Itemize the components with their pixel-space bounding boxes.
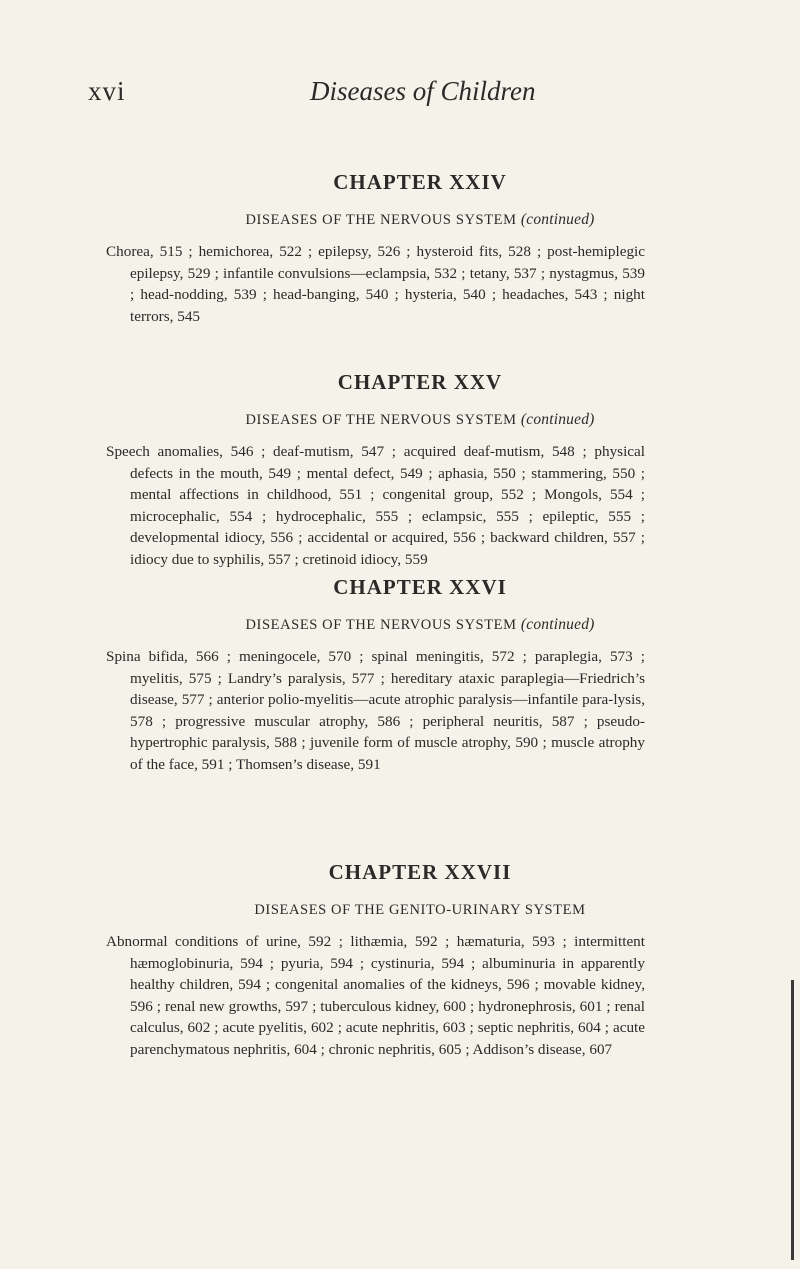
chapter-heading: CHAPTER XXVII — [328, 860, 512, 884]
chapter-subtitle — [0, 411, 800, 429]
chapter-heading: CHAPTER XXVI — [333, 575, 507, 599]
running-head — [0, 76, 800, 116]
page-number: xvi — [88, 76, 126, 106]
chapter-subtitle — [0, 211, 800, 229]
chapter-subtitle — [0, 901, 800, 919]
subtitle-note: (continued) — [520, 616, 595, 633]
subtitle-text: DISEASES OF THE NERVOUS SYSTEM — [245, 412, 517, 428]
running-title: Diseases of Children — [310, 76, 536, 106]
subtitle-text: DISEASES OF THE GENITO-URINARY SYSTEM — [254, 902, 586, 918]
chapter-contents: Spina bifida, 566 ; meningocele, 570 ; spinal meningitis, 572 ; paraplegia, 573 ; myelitis, 575 ; Landry’s paralysis, 577 ; hereditary ataxic paraplegia—Friedrich’s disease, 577 ; anterior polio-myelitis—acute atrophic paralysis—infantile para-lysis, 578 ; progressive muscular atrophy, 586 ; peripheral neuritis, 587 ; pseudo-hypertrophic paralysis, 588 ; juvenile form of muscle atrophy, 590 ; muscle atrophy of the face, 591 ; Thomsen’s disease, 591 — [106, 648, 645, 773]
chapter-heading: CHAPTER XXV — [337, 370, 503, 394]
chapter-contents: Chorea, 515 ; hemichorea, 522 ; epilepsy, 526 ; hysteroid fits, 528 ; post-hemiplegic epilepsy, 529 ; infantile convulsions—eclampsia, 532 ; tetany, 537 ; nystagmus, 539 ; head-nodding, 539 ; head-banging, 540 ; hysteria, 540 ; headaches, 543 ; night terrors, 545 — [106, 243, 645, 325]
chapter-xxv — [0, 370, 800, 571]
subtitle-note: (continued) — [520, 211, 595, 228]
chapter-heading: CHAPTER XXIV — [333, 170, 507, 194]
chapter-xxvii — [0, 860, 800, 1061]
chapter-xxvi — [0, 575, 800, 776]
chapter-contents: Abnormal conditions of urine, 592 ; lithæmia, 592 ; hæmaturia, 593 ; intermittent hæmoglobinuria, 594 ; pyuria, 594 ; cystinuria, 594 ; albuminuria in apparently healthy children, 594 ; congenital anomalies of the kidneys, 596 ; movable kidney, 596 ; renal new growths, 597 ; tuberculous kidney, 600 ; hydronephrosis, 601 ; renal calculus, 602 ; acute pyelitis, 602 ; acute nephritis, 603 ; septic nephritis, 604 ; acute parenchymatous nephritis, 604 ; chronic nephritis, 605 ; Addison’s disease, 607 — [106, 933, 645, 1058]
subtitle-text: DISEASES OF THE NERVOUS SYSTEM — [245, 212, 517, 228]
subtitle-note: (continued) — [520, 411, 595, 428]
chapter-xxiv — [0, 170, 800, 327]
chapter-contents: Speech anomalies, 546 ; deaf-mutism, 547 ; acquired deaf-mutism, 548 ; physical defects in the mouth, 549 ; mental defect, 549 ; aphasia, 550 ; stammering, 550 ; mental affections in childhood, 551 ; congenital group, 552 ; Mongols, 554 ; microcephalic, 554 ; hydrocephalic, 555 ; eclampsic, 555 ; epileptic, 555 ; developmental idiocy, 556 ; accidental or acquired, 556 ; backward children, 557 ; idiocy due to syphilis, 557 ; cretinoid idiocy, 559 — [106, 443, 645, 568]
chapter-subtitle — [0, 616, 800, 634]
page-edge-shadow — [791, 980, 794, 1260]
subtitle-text: DISEASES OF THE NERVOUS SYSTEM — [245, 617, 517, 633]
